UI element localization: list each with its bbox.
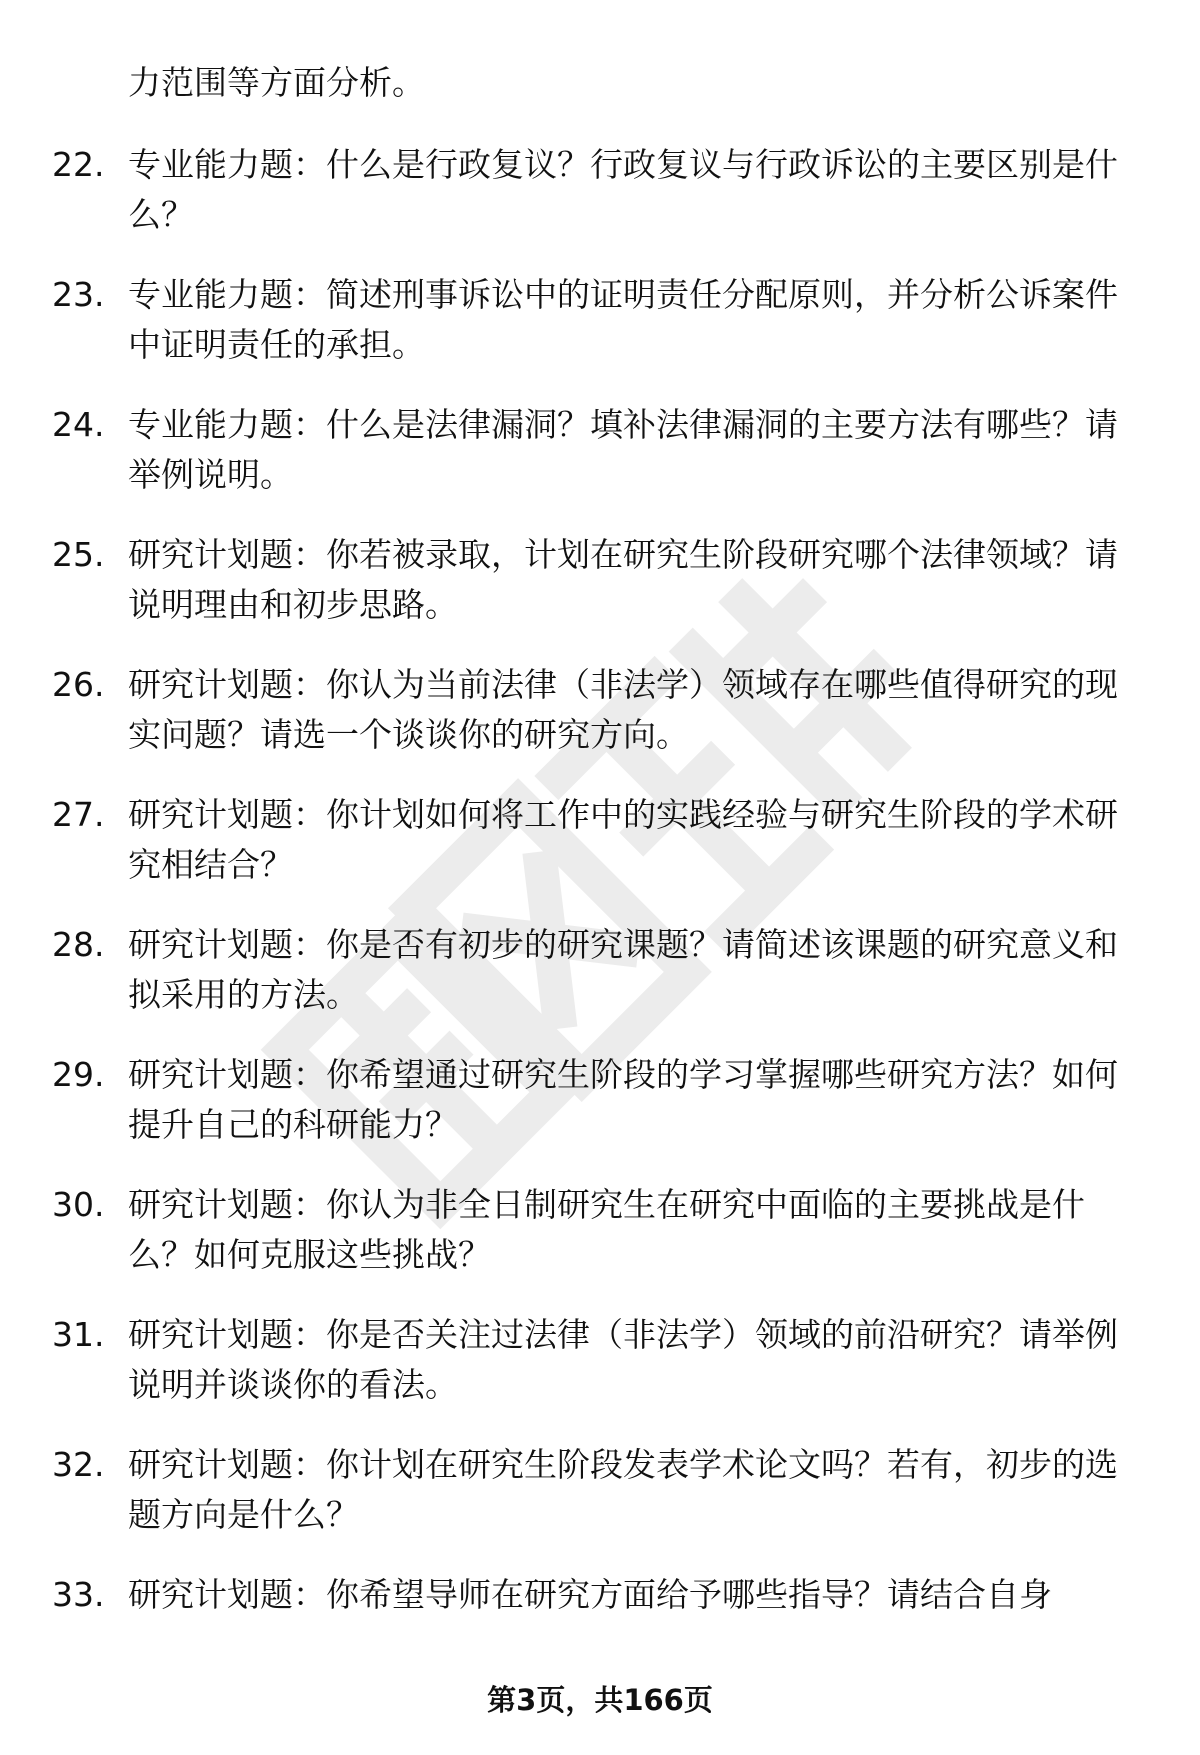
item-text: 研究计划题：你是否有初步的研究课题？请简述该课题的研究意义和拟采用的方法。 — [128, 925, 1118, 1014]
list-item — [0, 1180, 1200, 1310]
item-number: 27. — [52, 795, 105, 834]
list-item — [0, 920, 1200, 1050]
item-text: 研究计划题：你若被录取，计划在研究生阶段研究哪个法律领域？请说明理由和初步思路。 — [128, 535, 1118, 624]
item-text: 研究计划题：你计划在研究生阶段发表学术论文吗？若有，初步的选题方向是什么？ — [128, 1445, 1118, 1534]
item-number: 25. — [52, 535, 105, 574]
item-text: 研究计划题：你希望导师在研究方面给予哪些指导？请结合自身 — [128, 1575, 1052, 1614]
list-item — [0, 400, 1200, 530]
list-item — [0, 270, 1200, 400]
item-number: 30. — [52, 1185, 105, 1224]
continued-text-fragment: 力范围等方面分析。 — [128, 63, 425, 102]
list-item — [0, 790, 1200, 920]
item-text: 研究计划题：你是否关注过法律（非法学）领域的前沿研究？请举例说明并谈谈你的看法。 — [128, 1315, 1118, 1404]
list-item — [0, 140, 1200, 270]
item-text: 研究计划题：你认为非全日制研究生在研究中面临的主要挑战是什么？如何克服这些挑战？ — [128, 1185, 1085, 1274]
item-number: 29. — [52, 1055, 105, 1094]
item-text: 研究计划题：你希望通过研究生阶段的学习掌握哪些研究方法？如何提升自己的科研能力？ — [128, 1055, 1118, 1144]
item-number: 28. — [52, 925, 105, 964]
list-item — [0, 1440, 1200, 1570]
item-number: 23. — [52, 275, 105, 314]
list-item — [0, 660, 1200, 790]
list-item — [0, 1310, 1200, 1440]
question-list — [0, 140, 1200, 1700]
item-number: 24. — [52, 405, 105, 444]
list-item — [0, 1050, 1200, 1180]
item-number: 22. — [52, 145, 105, 184]
item-text: 专业能力题：什么是行政复议？行政复议与行政诉讼的主要区别是什么？ — [128, 145, 1118, 234]
list-item — [0, 530, 1200, 660]
item-text: 专业能力题：什么是法律漏洞？填补法律漏洞的主要方法有哪些？请举例说明。 — [128, 405, 1118, 494]
item-number: 31. — [52, 1315, 105, 1354]
item-text: 研究计划题：你计划如何将工作中的实践经验与研究生阶段的学术研究相结合？ — [128, 795, 1118, 884]
item-number: 32. — [52, 1445, 105, 1484]
item-number: 26. — [52, 665, 105, 704]
page-footer: 第3页，共166页 — [487, 1683, 713, 1717]
item-number: 33. — [52, 1575, 105, 1614]
item-text: 专业能力题：简述刑事诉讼中的证明责任分配原则，并分析公诉案件中证明责任的承担。 — [128, 275, 1118, 364]
item-text: 研究计划题：你认为当前法律（非法学）领域存在哪些值得研究的现实问题？请选一个谈谈你的研究方向。 — [128, 665, 1118, 754]
